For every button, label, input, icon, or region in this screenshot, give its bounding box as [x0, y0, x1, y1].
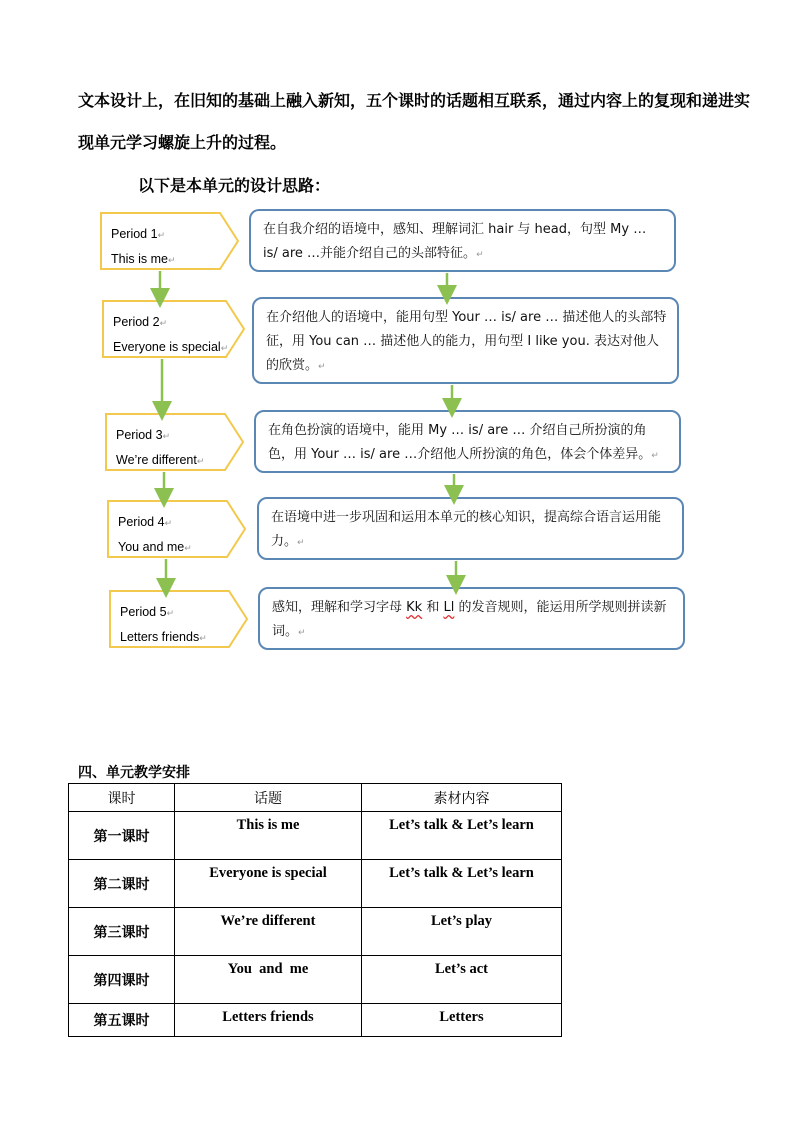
period-3-topic: We’re different: [116, 453, 197, 467]
schedule-table: [68, 783, 562, 1037]
intro-line-3: 以下是本单元的设计思路：: [138, 176, 331, 195]
material-cell: Let’s talk & Let’s learn: [362, 812, 562, 860]
period-5-desc-part-1: 感知，理解和学习字母: [272, 600, 407, 615]
lesson-cell: 第五课时: [69, 1004, 175, 1037]
period-2-number: Period 2: [113, 315, 160, 329]
period-5-number: Period 5: [120, 605, 167, 619]
topic-cell: Letters friends: [175, 1004, 362, 1037]
table-row: [69, 812, 562, 860]
schedule-title: 四、单元教学安排: [78, 765, 190, 781]
period-5-box: Period 5↵ Letters friends↵: [109, 590, 249, 648]
period-2-description: 在介绍他人的语境中，能用句型 Your … is/ are … 描述他人的头部特征，用 You can … 描述他人的能力，用句型 I like you. 表达对他人的欣赏。↵: [252, 297, 679, 384]
period-5-desc-part-3: 的发音规则，能运用所学规则拼读新词。: [272, 600, 667, 639]
period-4-topic: You and me: [118, 540, 185, 554]
period-3-description: 在角色扮演的语境中，能用 My … is/ are … 介绍自己所扮演的角色，用 Your … is/ are …介绍他人所扮演的角色，体会个体差异。↵: [254, 410, 681, 473]
period-1-description-text: 在自我介绍的语境中，感知、理解词汇 hair 与 head，句型 My … is/ are …并能介绍自己的头部特征。: [263, 222, 647, 261]
period-4-box: Period 4↵ You and me↵: [107, 500, 247, 558]
period-5-topic: Letters friends: [120, 630, 200, 644]
period-5-desc-kk: Kk: [406, 600, 423, 615]
material-cell: Let’s talk & Let’s learn: [362, 860, 562, 908]
period-5-desc-part-2: 和: [422, 600, 444, 615]
header-lesson: 课时: [69, 784, 175, 812]
period-4-number: Period 4: [118, 515, 165, 529]
period-5-desc-ll: Ll: [443, 600, 455, 615]
material-cell: Letters: [362, 1004, 562, 1037]
period-2-description-text: 在介绍他人的语境中，能用句型 Your … is/ are … 描述他人的头部特征，用 You can … 描述他人的能力，用句型 I like you. 表达对他人的欣赏。: [266, 310, 667, 373]
period-1-number: Period 1: [111, 227, 158, 241]
period-1-description: 在自我介绍的语境中，感知、理解词汇 hair 与 head，句型 My … is/ are …并能介绍自己的头部特征。↵: [249, 209, 676, 272]
topic-cell: This is me: [175, 812, 362, 860]
intro-line-1: 文本设计上，在旧知的基础上融入新知，五个课时的话题相互联系，通过内容上的复现和递进实: [78, 91, 751, 110]
topic-cell: Everyone is special: [175, 860, 362, 908]
header-topic: 话题: [175, 784, 362, 812]
lesson-cell: 第一课时: [69, 812, 175, 860]
period-3-number: Period 3: [116, 428, 163, 442]
period-3-box: Period 3↵ We’re different↵: [105, 413, 245, 471]
period-2-topic: Everyone is special: [113, 340, 221, 354]
lesson-cell: 第三课时: [69, 908, 175, 956]
topic-cell: We’re different: [175, 908, 362, 956]
table-row: [69, 908, 562, 956]
table-row: [69, 1004, 562, 1037]
header-material: 素材内容: [362, 784, 562, 812]
lesson-cell: 第四课时: [69, 956, 175, 1004]
period-3-description-text: 在角色扮演的语境中，能用 My … is/ are … 介绍自己所扮演的角色，用 Your … is/ are …介绍他人所扮演的角色，体会个体差异。: [268, 423, 652, 462]
period-1-box: Period 1↵ This is me↵: [100, 212, 240, 270]
intro-line-2: 现单元学习螺旋上升的过程。: [78, 133, 287, 152]
material-cell: Let’s play: [362, 908, 562, 956]
period-4-description: 在语境中进一步巩固和运用本单元的核心知识，提高综合语言运用能力。↵: [257, 497, 684, 560]
period-5-description: 感知，理解和学习字母 Kk 和 Ll 的发音规则，能运用所学规则拼读新词。↵: [258, 587, 685, 650]
topic-cell: You and me: [175, 956, 362, 1004]
period-1-topic: This is me: [111, 252, 168, 266]
period-4-description-text: 在语境中进一步巩固和运用本单元的核心知识，提高综合语言运用能力。: [271, 510, 662, 549]
period-2-box: Period 2↵ Everyone is special↵: [102, 300, 246, 358]
material-cell: Let’s act: [362, 956, 562, 1004]
table-row: [69, 860, 562, 908]
table-row: [69, 956, 562, 1004]
lesson-cell: 第二课时: [69, 860, 175, 908]
table-header-row: [69, 784, 562, 812]
